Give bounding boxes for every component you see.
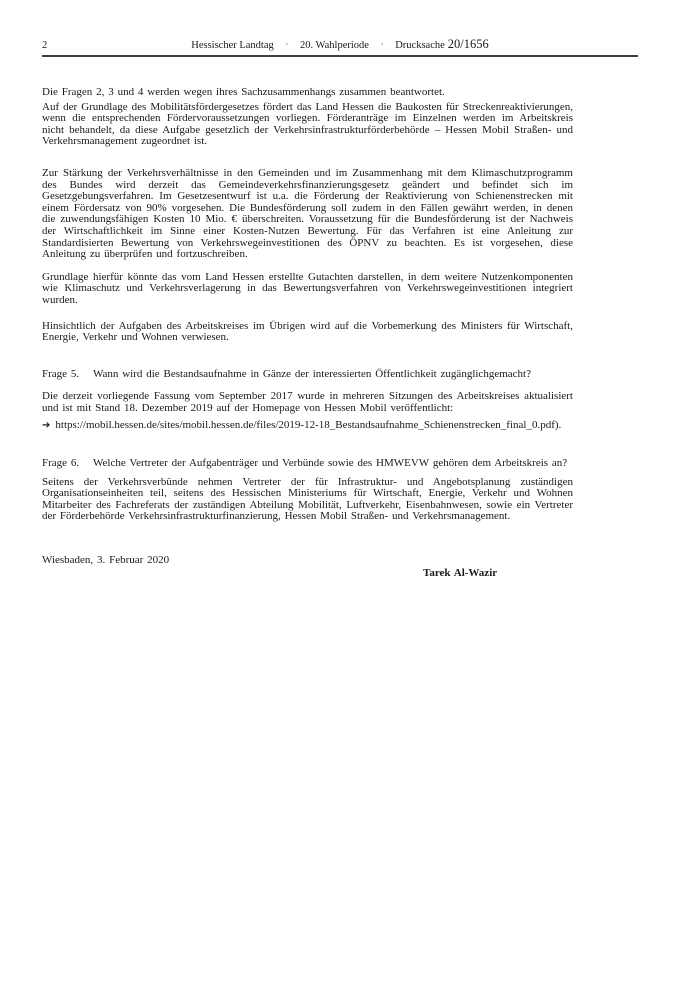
question-5 [42,369,573,381]
header-title [42,38,638,52]
question-6 [42,458,573,470]
link-line [42,420,573,432]
page-header [42,37,638,57]
header-wahlperiode: 20. Wahlperiode [300,40,369,51]
docket-number: 20/1656 [447,37,489,51]
document-body [42,87,573,579]
question-6-text: Welche Vertreter der Aufgabenträger und Verbünde sowie des HMWEVW gehören dem Arbeitskreis an? [93,457,568,470]
paragraph-staerkung: Zur Stärkung der Verkehrsverhältnisse in den Gemeinden und im Zusammenhang mit dem Klimaschutzprogramm des Bundes wird derzeit das Gemeindeverkehrsfinanzierungsgesetz geändert und befindet sich im Gesetzgebungsverfahren. Im Gesetzesentwurf ist u.a. die Förderung der Reaktivierung von Schienenstrecken mit einem Fördersatz von 90% vorgesehen. Die Bundesförderung soll zudem in den Fällen gewährt werden, in denen die zuwendungsfähigen Kosten 10 Mio. € überschreiten. Voraussetzung für die Bundesförderung ist der Nachweis der Wirtschaftlichkeit im Sinne einer Kosten-Nutzen Bewertung. Für das Verfahren ist eine Anleitung zur Standardisierten Bewertung von Verkehrswegeinvestitionen des ÖPNV zu beachten. Es ist vorgesehen, diese Anleitung zu überprüfen und fortzuschreiben. [42,166,573,261]
separator-dot-icon: · [285,39,289,49]
answer-5-paragraph: Die derzeit vorliegende Fassung vom September 2017 wurde in mehreren Sitzungen des Arbeitskreises aktualisiert und ist mit Stand 18. Dezember 2019 auf der Homepage von Hessen Mobil veröffentlicht: [42,390,573,414]
place-date: Wiesbaden, 3. Februar 2020 [42,554,170,567]
signature-name: Tarek Al-Wazir [423,566,498,579]
docket-label: Drucksache [395,40,445,51]
paragraph-gutachten: Grundlage hierfür könnte das vom Land Hessen erstellte Gutachten darstellen, in dem weitere Nutzenkomponenten wie Klimaschutz und Verkehrsverlagerung in das Bewertungsverfahren von Verkehrswegeinvestitionen integriert wurden. [42,270,573,306]
question-5-text: Wann wird die Bestandsaufnahme in Gänze der interessierten Öffentlichkeit zugänglichgemacht? [93,367,531,380]
bestandsaufnahme-pdf-link[interactable]: https://mobil.hessen.de/sites/mobil.hessen.de/files/2019-12-18_Bestandsaufnahme_Schienenstrecken_final_0.pdf). [55,419,562,432]
question-6-label: Frage 6. [42,457,80,470]
answer-6-paragraph: Seitens der Verkehrsverbünde nehmen Vertreter der für Infrastruktur- und Angebotsplanung zuständigen Organisationseinheiten teil, seitens des Hessischen Ministeriums für Wirtschaft, Energie, Verkehr und Wohnen Mitarbeiter des Fachreferats der zuständigen Abteilung Mobilität, Luftverkehr, Eisenbahnwesen, sowie ein Vertreter der Förderbehörde Verkehrsinfrastrukturfinanzierung, Hessen Mobil Straßen- und Verkehrsmanagement. [42,475,573,523]
header-institution: Hessischer Landtag [191,40,274,51]
paragraph-grundlage: Auf der Grundlage des Mobilitätsfördergesetzes fördert das Land Hessen die Baukosten für Streckenreaktivierungen, wenn die entsprechenden Fördervoraussetzungen vorliegen. Förderanträge im Einzelnen werden im Arbeitskreis nicht behandelt, da diese Aufgabe gesetzlich der Verkehrsinfrastrukturförderbehörde – Hessen Mobil Straßen- und Verkehrsmanagement zugeordnet ist. [42,100,573,148]
arrow-right-icon: ➔ [42,420,51,432]
header-docket [395,37,489,51]
paragraph-hinweis: Hinsichtlich der Aufgaben des Arbeitskreises im Übrigen wird auf die Vorbemerkung des Ministers für Wirtschaft, Energie, Verkehr und Wohnen verwiesen. [42,319,573,344]
question-5-label: Frage 5. [42,367,80,380]
page-number: 2 [42,40,48,51]
closing-block [42,555,573,579]
separator-dot-icon: · [380,39,384,49]
paragraph-intro: Die Fragen 2, 3 und 4 werden wegen ihres Sachzusammenhangs zusammen beantwortet. [42,86,445,98]
